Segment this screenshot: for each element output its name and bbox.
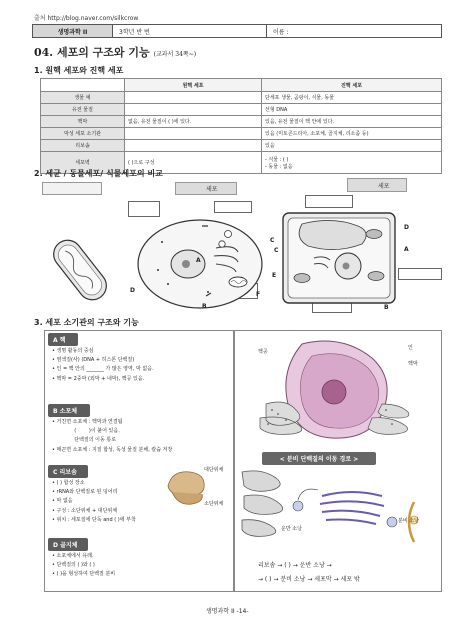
transport-vesicle-label: 운반 소낭: [281, 526, 302, 532]
cell-eukaryote: 있음 (미토콘드리아, 소포체, 골지체, 리소좀 등): [262, 128, 442, 140]
bacterium-illustration: [46, 232, 114, 308]
table-row: [41, 116, 442, 128]
list-item: • 구성 : 소단위체 + 대단위체: [52, 507, 118, 514]
list-item: • 인 = 핵 안의 _______ 가 많은 영역, 막 없음.: [52, 366, 154, 373]
label-f: F: [256, 291, 261, 298]
nucleus-heading: A 핵: [48, 333, 78, 346]
row-label: 리보솜: [41, 140, 125, 152]
table-row: [41, 140, 442, 152]
table-row: [41, 104, 442, 116]
cell-eukaryote: 단세포 생물, 곰팡이, 식물, 동물: [262, 92, 442, 104]
secretion-pathway-diagram: [238, 466, 434, 552]
row-label: 막성 세포 소기관: [41, 128, 125, 140]
label-a: A: [196, 257, 201, 264]
label-d: D: [404, 224, 409, 231]
table-header-row: [41, 79, 442, 92]
list-item: • 위치 : 세포질에 단독 and ( )에 부착: [52, 516, 136, 523]
cell-prokaryote: ( )으로 구성: [125, 152, 262, 174]
cell-eukaryote: 선형 DNA: [262, 104, 442, 116]
list-item: ( )이 붙어 있음.: [52, 428, 120, 435]
list-item: 단백질의 이동 통로: [52, 437, 117, 444]
cell-eukaryote: 있음, 유전 물질이 핵 안에 있다.: [262, 116, 442, 128]
golgi-heading: D 골지체: [48, 538, 88, 551]
list-item: • ( ) 합성 장소: [52, 480, 85, 486]
nucleus-list: [52, 347, 232, 384]
page-reference: (교과서 34쪽~): [153, 51, 197, 58]
list-item: • 핵막 = 2중막 (외막 + 내막), 핵공 있음.: [52, 375, 145, 382]
secretory-vesicle-label: 분비 소낭: [398, 518, 419, 524]
cell-compare-table: [40, 78, 442, 174]
answer-box: [42, 182, 102, 195]
source-url: 출처 http://blog.naver.com/silkcrow: [34, 15, 139, 22]
cell-prokaryote: 없음, 유전 물질이 ( )에 있다.: [125, 116, 262, 128]
animal-cell-illustration: [128, 212, 278, 314]
table-row: [41, 128, 442, 140]
er-heading: B 소포체: [48, 404, 90, 417]
large-subunit-label: 대단위체: [204, 467, 224, 473]
subject-cell: 생명과학 II: [33, 25, 113, 37]
label-e: E: [272, 272, 277, 279]
pathway-line-2: → ( ) → 분비 소낭 → 세포막 → 세포 밖: [258, 576, 360, 583]
label-b: B: [202, 303, 207, 310]
cell-eukaryote: - 식물 : ( ) - 동물 : 없음: [262, 152, 442, 174]
label-c: C: [270, 237, 275, 244]
er-list: [52, 418, 232, 455]
ribosome-heading: C 리보솜: [48, 465, 88, 478]
list-item: • 막 없음: [52, 498, 73, 505]
pathway-heading: < 분비 단백질의 이동 경로 >: [262, 452, 376, 465]
label-b: B: [384, 304, 389, 311]
label-blank: [305, 195, 353, 208]
cell-type-label: 세포: [175, 182, 237, 195]
page-title-text: 04. 세포의 구조와 기능: [34, 46, 150, 59]
nuclear-pore-label: 핵공: [258, 349, 268, 355]
row-label: 생물 예: [41, 92, 125, 104]
golgi-list: [52, 552, 232, 580]
list-item: • rRNA와 단백질로 된 덩어리: [52, 489, 118, 496]
label-d: D: [130, 287, 135, 294]
row-label: 핵막: [41, 116, 125, 128]
nuclear-membrane-label: 핵막: [408, 361, 418, 367]
cell-type-label: 세포: [347, 178, 407, 192]
list-item: • 단백질의 ( )와 ( ): [52, 562, 95, 569]
row-label: 세포벽: [41, 152, 125, 174]
cell-prokaryote: [125, 92, 262, 104]
label-blank: [398, 268, 442, 280]
section-2-title: 2. 세균 / 동물세포/ 식물세포의 비교: [34, 169, 163, 178]
class-number-cell: 3학년 반 번: [113, 25, 267, 37]
col-prokaryote: 원핵 세포: [125, 79, 262, 92]
small-subunit-label: 소단위체: [204, 501, 224, 507]
section-3-title: 3. 세포 소기관의 구조와 기능: [34, 318, 139, 327]
section-1-title: 1. 원핵 세포와 진핵 세포: [34, 66, 124, 75]
header-bar: [32, 24, 442, 38]
page-title: [34, 44, 196, 60]
cell-prokaryote: [125, 104, 262, 116]
nucleolus-label: 인: [408, 345, 413, 351]
pathway-line-1: 리보솜 → ( ) → 운반 소낭 →: [258, 562, 332, 569]
plant-cell-illustration: [280, 210, 398, 306]
page-footer: 생명과학 II -14-: [206, 608, 249, 615]
cell-prokaryote: [125, 140, 262, 152]
table-row: [41, 92, 442, 104]
name-cell: 이름 :: [273, 28, 289, 36]
list-item: • ( )을 형성하여 단백질 분비: [52, 571, 116, 578]
label-c: C: [274, 247, 279, 254]
list-item: • 소포체에서 유래.: [52, 553, 94, 559]
row-label: 유전 물질: [41, 104, 125, 116]
cell-eukaryote: 있음: [262, 140, 442, 152]
cell-prokaryote: [125, 128, 262, 140]
label-a: A: [404, 246, 409, 253]
list-item: • 매끈면 소포체 : 지질 합성, 독성 물질 분해, 칼슘 저장: [52, 446, 173, 453]
list-item: • 생명 활동의 중심: [52, 348, 94, 354]
col-eukaryote: 진핵 세포: [262, 79, 442, 92]
list-item: • 거친면 소포체 : 핵막과 연결됨: [52, 419, 123, 425]
list-item: • 염색질(사) (DNA + 히스톤 단백질): [52, 357, 135, 364]
table-corner: [41, 79, 125, 92]
